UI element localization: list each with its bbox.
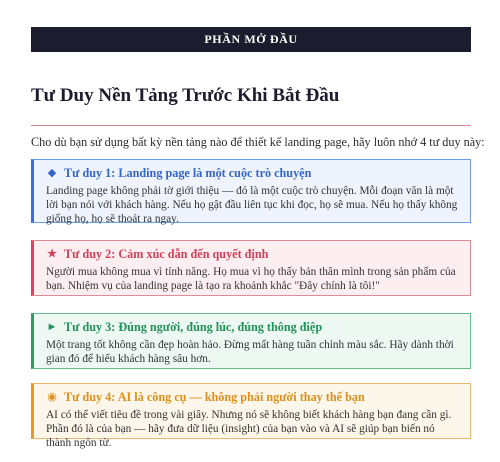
play-arrow-icon: ► xyxy=(46,321,58,333)
mindset-card-4 xyxy=(31,383,471,449)
card-heading-row xyxy=(46,165,458,181)
card-heading: Tư duy 1: Landing page là một cuộc trò chuyện xyxy=(64,166,312,180)
title-divider xyxy=(31,125,471,126)
card-heading-row xyxy=(46,246,458,262)
card-body: Người mua không mua vì tính năng. Họ mua vì họ thấy bản thân mình trong sản phẩm của bạn. Nhiệm vụ của landing page là tạo ra khoảnh khắc "Đây chính là tôi!" xyxy=(46,266,456,292)
page-title: Tư Duy Nền Tảng Trước Khi Bắt Đầu xyxy=(31,85,340,106)
card-heading-row xyxy=(46,389,458,405)
mindset-card-1 xyxy=(31,159,471,223)
mindset-card-3 xyxy=(31,313,471,369)
diamond-icon: ◆ xyxy=(47,167,57,179)
star-icon: ★ xyxy=(47,248,57,260)
target-icon: ◉ xyxy=(47,391,57,403)
card-heading: Tư duy 2: Cảm xúc dẫn đến quyết định xyxy=(64,247,269,261)
card-heading: Tư duy 3: Đúng người, đúng lúc, đúng thông điệp xyxy=(64,320,323,334)
card-heading: Tư duy 4: AI là công cụ — không phải người thay thế bạn xyxy=(64,390,365,404)
section-banner: PHẦN MỞ ĐẦU xyxy=(31,27,471,52)
card-body: Landing page không phải tờ giới thiệu — đó là một cuộc trò chuyện. Mỗi đoạn văn là một lời bạn nói với khách hàng. Nếu họ gật đầu liên tục khi đọc, họ sẽ mua. Nếu họ thấy không giống họ, họ sẽ thoát ra ngay. xyxy=(46,185,458,225)
mindset-card-2 xyxy=(31,240,471,296)
intro-text: Cho dù bạn sử dụng bất kỳ nền tảng nào để thiết kế landing page, hãy luôn nhớ 4 tư duy này: xyxy=(31,135,485,149)
card-heading-row xyxy=(46,319,458,335)
card-body: Một trang tốt không cần đẹp hoàn hảo. Đừng mất hàng tuần chỉnh màu sắc. Hãy dành thời gian đó để hiểu khách hàng sâu hơn. xyxy=(46,339,454,365)
card-body: AI có thể viết tiêu đề trong vài giây. Nhưng nó sẽ không biết khách hàng bạn đang cần gì. Phần đó là của bạn — hãy đưa dữ liệu (insight) của bạn vào và AI sẽ giúp bạn biến nó thành ngôn từ. xyxy=(46,409,452,449)
